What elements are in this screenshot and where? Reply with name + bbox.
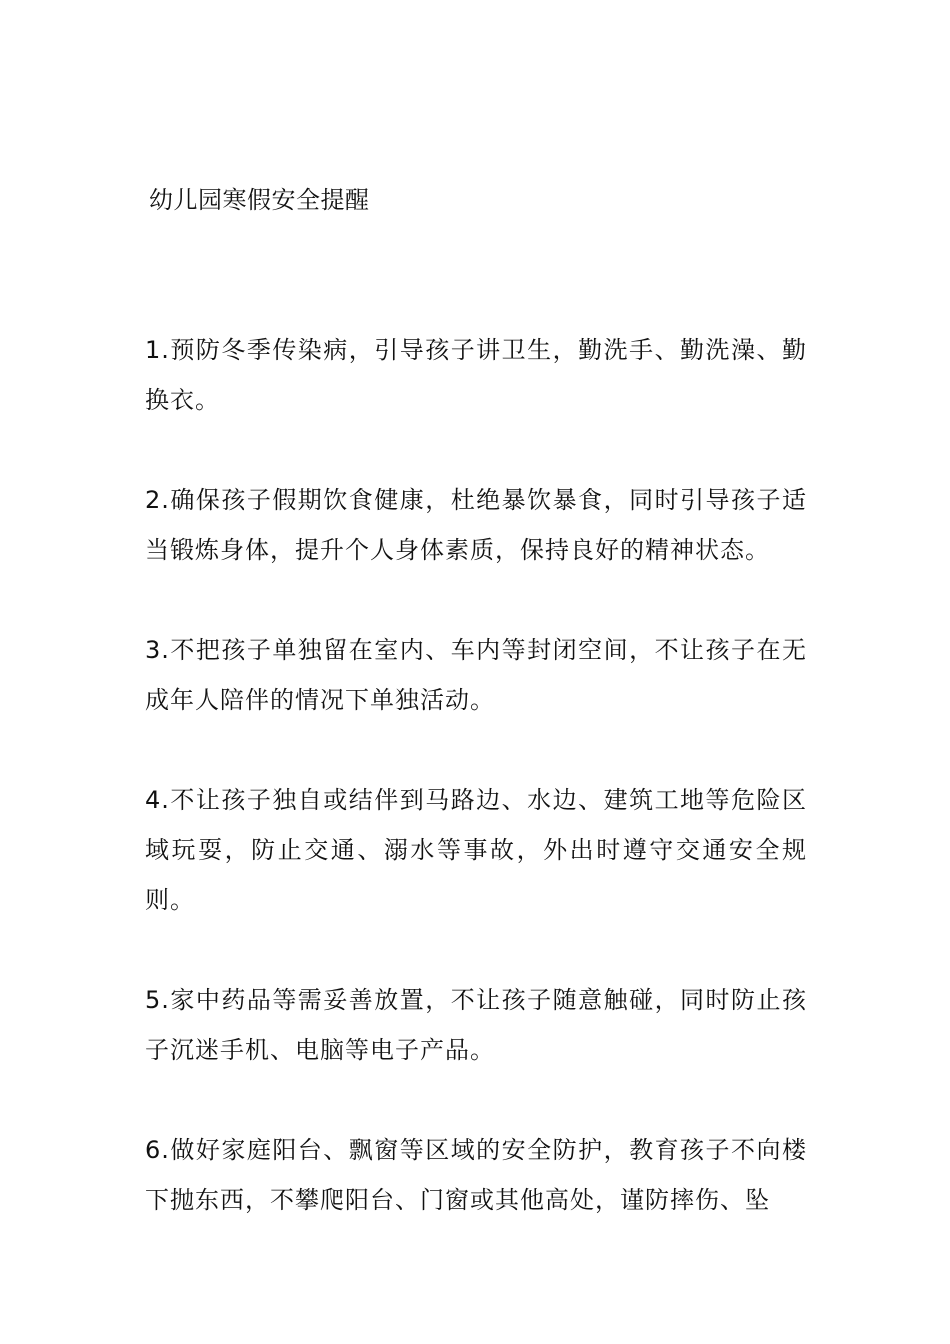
list-item: 1.预防冬季传染病，引导孩子讲卫生，勤洗手、勤洗澡、勤换衣。	[145, 336, 807, 414]
list-item: 2.确保孩子假期饮食健康，杜绝暴饮暴食，同时引导孩子适当锻炼身体，提升个人身体素质，保持良好的精神状态。	[145, 486, 807, 564]
list-item: 4.不让孩子独自或结伴到马路边、水边、建筑工地等危险区域玩耍，防止交通、溺水等事故，外出时遵守交通安全规则。	[145, 786, 807, 914]
list-item: 5.家中药品等需妥善放置，不让孩子随意触碰，同时防止孩子沉迷手机、电脑等电子产品。	[145, 986, 807, 1064]
list-item: 6.做好家庭阳台、飘窗等区域的安全防护，教育孩子不向楼下抛东西，不攀爬阳台、门窗或其他高处，谨防摔伤、坠	[145, 1136, 807, 1214]
document-title: 幼儿园寒假安全提醒	[149, 186, 370, 214]
list-item: 3.不把孩子单独留在室内、车内等封闭空间，不让孩子在无成年人陪伴的情况下单独活动。	[145, 636, 807, 714]
safety-tips-list	[145, 325, 807, 1275]
